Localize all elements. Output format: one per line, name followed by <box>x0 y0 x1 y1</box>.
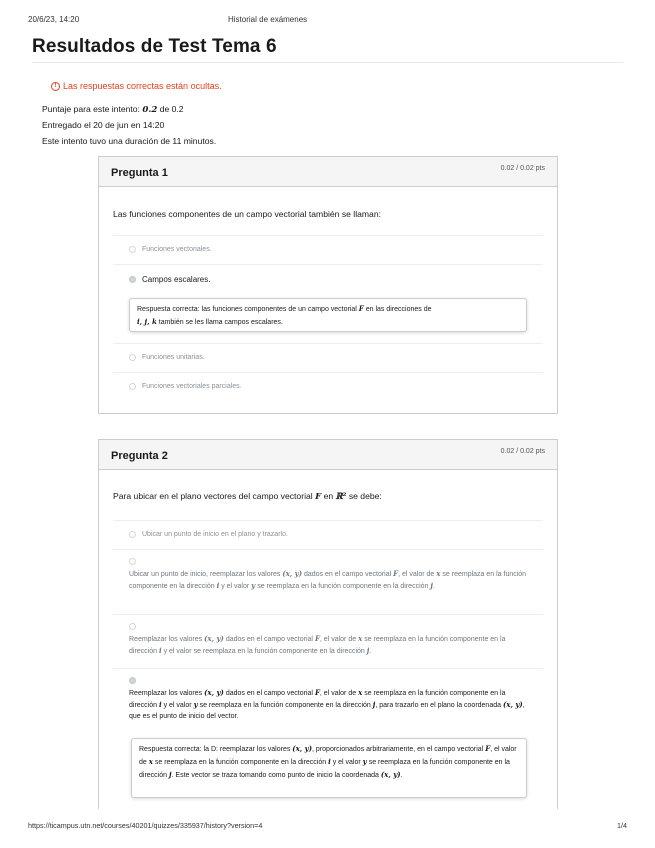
math-var: F <box>485 744 491 753</box>
answer-text: dados en el campo vectorial <box>225 636 313 643</box>
feedback-text: también se les llama campos escalares. <box>158 319 283 326</box>
print-doc-title: Historial de exámenes <box>228 15 308 24</box>
answer-option[interactable] <box>129 381 527 392</box>
duration-line: Este intento tuvo una duración de 11 minutos. <box>42 136 217 146</box>
question-card-2 <box>98 439 558 809</box>
math-var: ℝ² <box>335 492 347 502</box>
answer-option[interactable] <box>129 623 527 657</box>
feedback-text: . <box>400 772 403 779</box>
answer-label: Funciones unitarias. <box>142 354 205 361</box>
answer-text: y el valor <box>163 648 192 655</box>
score-sep: de <box>159 104 170 114</box>
math-var: (x, y) <box>380 770 401 779</box>
answer-text: . <box>369 648 372 655</box>
question-title: Pregunta 2 <box>111 450 168 462</box>
math-var: y <box>251 581 256 590</box>
question-title: Pregunta 1 <box>111 167 168 179</box>
answer-option[interactable] <box>129 244 527 255</box>
math-var: (x, y) <box>292 744 313 753</box>
divider <box>113 343 543 344</box>
math-var: F <box>358 304 364 313</box>
feedback-text: . Este vector se traza tomando como punto de inicio la coordenada <box>171 772 379 779</box>
divider <box>113 372 543 373</box>
feedback-text: , proporcionados arbitrariamente, en el campo vectorial <box>312 746 484 753</box>
math-var: y <box>362 757 367 766</box>
math-var: F <box>314 688 320 697</box>
question-card-1 <box>98 156 558 414</box>
divider <box>113 549 543 550</box>
radio-icon[interactable] <box>129 531 136 538</box>
answer-text: Reemplazar los valores <box>129 636 203 643</box>
answer-text: se reemplaza en la función componente en la dirección <box>129 690 506 709</box>
question-text <box>113 491 382 502</box>
divider <box>113 235 543 236</box>
answer-text: , el valor de <box>319 690 357 697</box>
question-header <box>99 440 557 470</box>
answer-text: se reemplaza en la función componente en la dirección <box>199 702 371 709</box>
question-text-part: Para ubicar en el plano vectores del campo vectorial <box>113 491 313 501</box>
math-var: y <box>193 700 198 709</box>
math-var: x <box>148 757 153 766</box>
page-title: Resultados de Test Tema 6 <box>32 36 277 57</box>
answer-text: , que es el punto de inicio del vector. <box>129 702 525 720</box>
feedback-text: se reemplaza en la función componente en la dirección <box>154 759 327 766</box>
answer-text: dados en el campo vectorial <box>225 690 313 697</box>
answer-text: , el valor de <box>319 636 357 643</box>
notice-text: Las respuestas correctas están ocultas. <box>63 81 222 91</box>
math-var: x <box>358 688 363 697</box>
correct-answer-feedback <box>131 738 527 798</box>
answer-label: Campos escalares. <box>142 275 211 284</box>
math-var: j <box>168 770 172 779</box>
radio-icon[interactable] <box>129 623 136 630</box>
math-var: i <box>216 581 220 590</box>
radio-selected-icon[interactable] <box>129 677 136 684</box>
math-var: (x, y) <box>204 688 224 697</box>
answer-text: y el valor <box>163 702 192 709</box>
print-page-number: 1/4 <box>617 821 627 830</box>
math-var: F <box>315 492 322 502</box>
answer-text: . <box>432 583 435 590</box>
feedback-text: Respuesta correcta: las funciones componentes de un campo vectorial <box>137 306 357 313</box>
feedback-text: y el valor <box>332 759 361 766</box>
feedback-text: Respuesta correcta: la D: reemplazar los valores <box>139 746 291 753</box>
answer-text: dados en el campo vectorial <box>304 571 392 578</box>
divider <box>113 668 543 669</box>
answer-text: Reemplazar los valores <box>129 690 203 697</box>
print-url: https://ticampus.utn.net/courses/40201/quizzes/335937/history?version=4 <box>28 821 263 830</box>
score-label: Puntaje para este intento: <box>42 104 140 114</box>
math-var: j <box>372 700 376 709</box>
question-text: Las funciones componentes de un campo vectorial también se llaman: <box>113 209 381 219</box>
question-text-part: se debe: <box>348 491 382 501</box>
math-var: (x, y) <box>282 569 303 578</box>
math-var: j <box>366 646 370 655</box>
question-text-part: en <box>323 491 334 501</box>
question-header <box>99 157 557 187</box>
correct-answer-feedback <box>129 298 527 332</box>
radio-selected-icon[interactable] <box>129 276 136 283</box>
answer-label: Ubicar un punto de inicio en el plano y trazarlo. <box>142 531 288 538</box>
submitted-line: Entregado el 20 de jun en 14:20 <box>42 120 165 130</box>
question-points: 0.02 / 0.02 pts <box>500 448 545 455</box>
answer-option-selected[interactable] <box>129 274 527 285</box>
divider <box>113 614 543 615</box>
answer-text: se reemplaza en la función componente en la dirección <box>129 571 527 590</box>
radio-icon[interactable] <box>129 354 136 361</box>
answer-option-selected[interactable] <box>129 677 527 722</box>
answer-text: se reemplaza en la función componente en la dirección <box>193 648 365 655</box>
math-var: j <box>430 581 433 590</box>
question-points: 0.02 / 0.02 pts <box>500 165 545 172</box>
feedback-text: se reemplaza en la función componente en la dirección <box>139 759 510 779</box>
answer-text: y el valor <box>221 583 250 590</box>
math-var: i, j, k <box>137 317 157 326</box>
answer-option[interactable] <box>129 352 527 363</box>
feedback-text: , el valor de <box>139 746 517 766</box>
answer-option[interactable] <box>129 529 527 540</box>
print-footer <box>28 821 627 830</box>
radio-icon[interactable] <box>129 246 136 253</box>
score-line <box>42 104 184 115</box>
answer-option[interactable] <box>129 558 527 592</box>
print-date: 20/6/23, 14:20 <box>28 15 80 24</box>
print-header <box>28 15 627 27</box>
math-var: F <box>314 634 320 643</box>
math-var: x <box>358 634 363 643</box>
answer-text: se reemplaza en la función componente en la dirección <box>257 583 429 590</box>
answer-text: Ubicar un punto de inicio, reemplazar los valores <box>129 571 281 578</box>
math-var: i <box>158 646 162 655</box>
radio-icon[interactable] <box>129 383 136 390</box>
answer-text: , para trazarlo en el plano la coordenada <box>375 702 502 709</box>
math-var: i <box>328 757 331 766</box>
score-value: 0.2 <box>142 105 158 115</box>
answer-label: Funciones vectoriales parciales. <box>142 383 242 390</box>
divider <box>113 520 543 521</box>
math-var: (x, y) <box>204 634 224 643</box>
title-divider <box>32 62 623 63</box>
answer-text: , el valor de <box>398 571 435 578</box>
math-var: (x, y) <box>502 700 523 709</box>
feedback-text: en las direcciones de <box>365 306 432 313</box>
radio-icon[interactable] <box>129 558 136 565</box>
score-total: 0.2 <box>171 104 184 114</box>
answer-text: se reemplaza en la función componente en la dirección <box>129 636 506 655</box>
divider <box>113 264 543 265</box>
warning-icon: ! <box>51 82 60 91</box>
math-var: F <box>393 569 399 578</box>
hidden-answers-notice <box>51 81 222 91</box>
math-var: x <box>436 569 441 578</box>
answer-label: Funciones vectoriales. <box>142 246 212 253</box>
math-var: i <box>158 700 162 709</box>
